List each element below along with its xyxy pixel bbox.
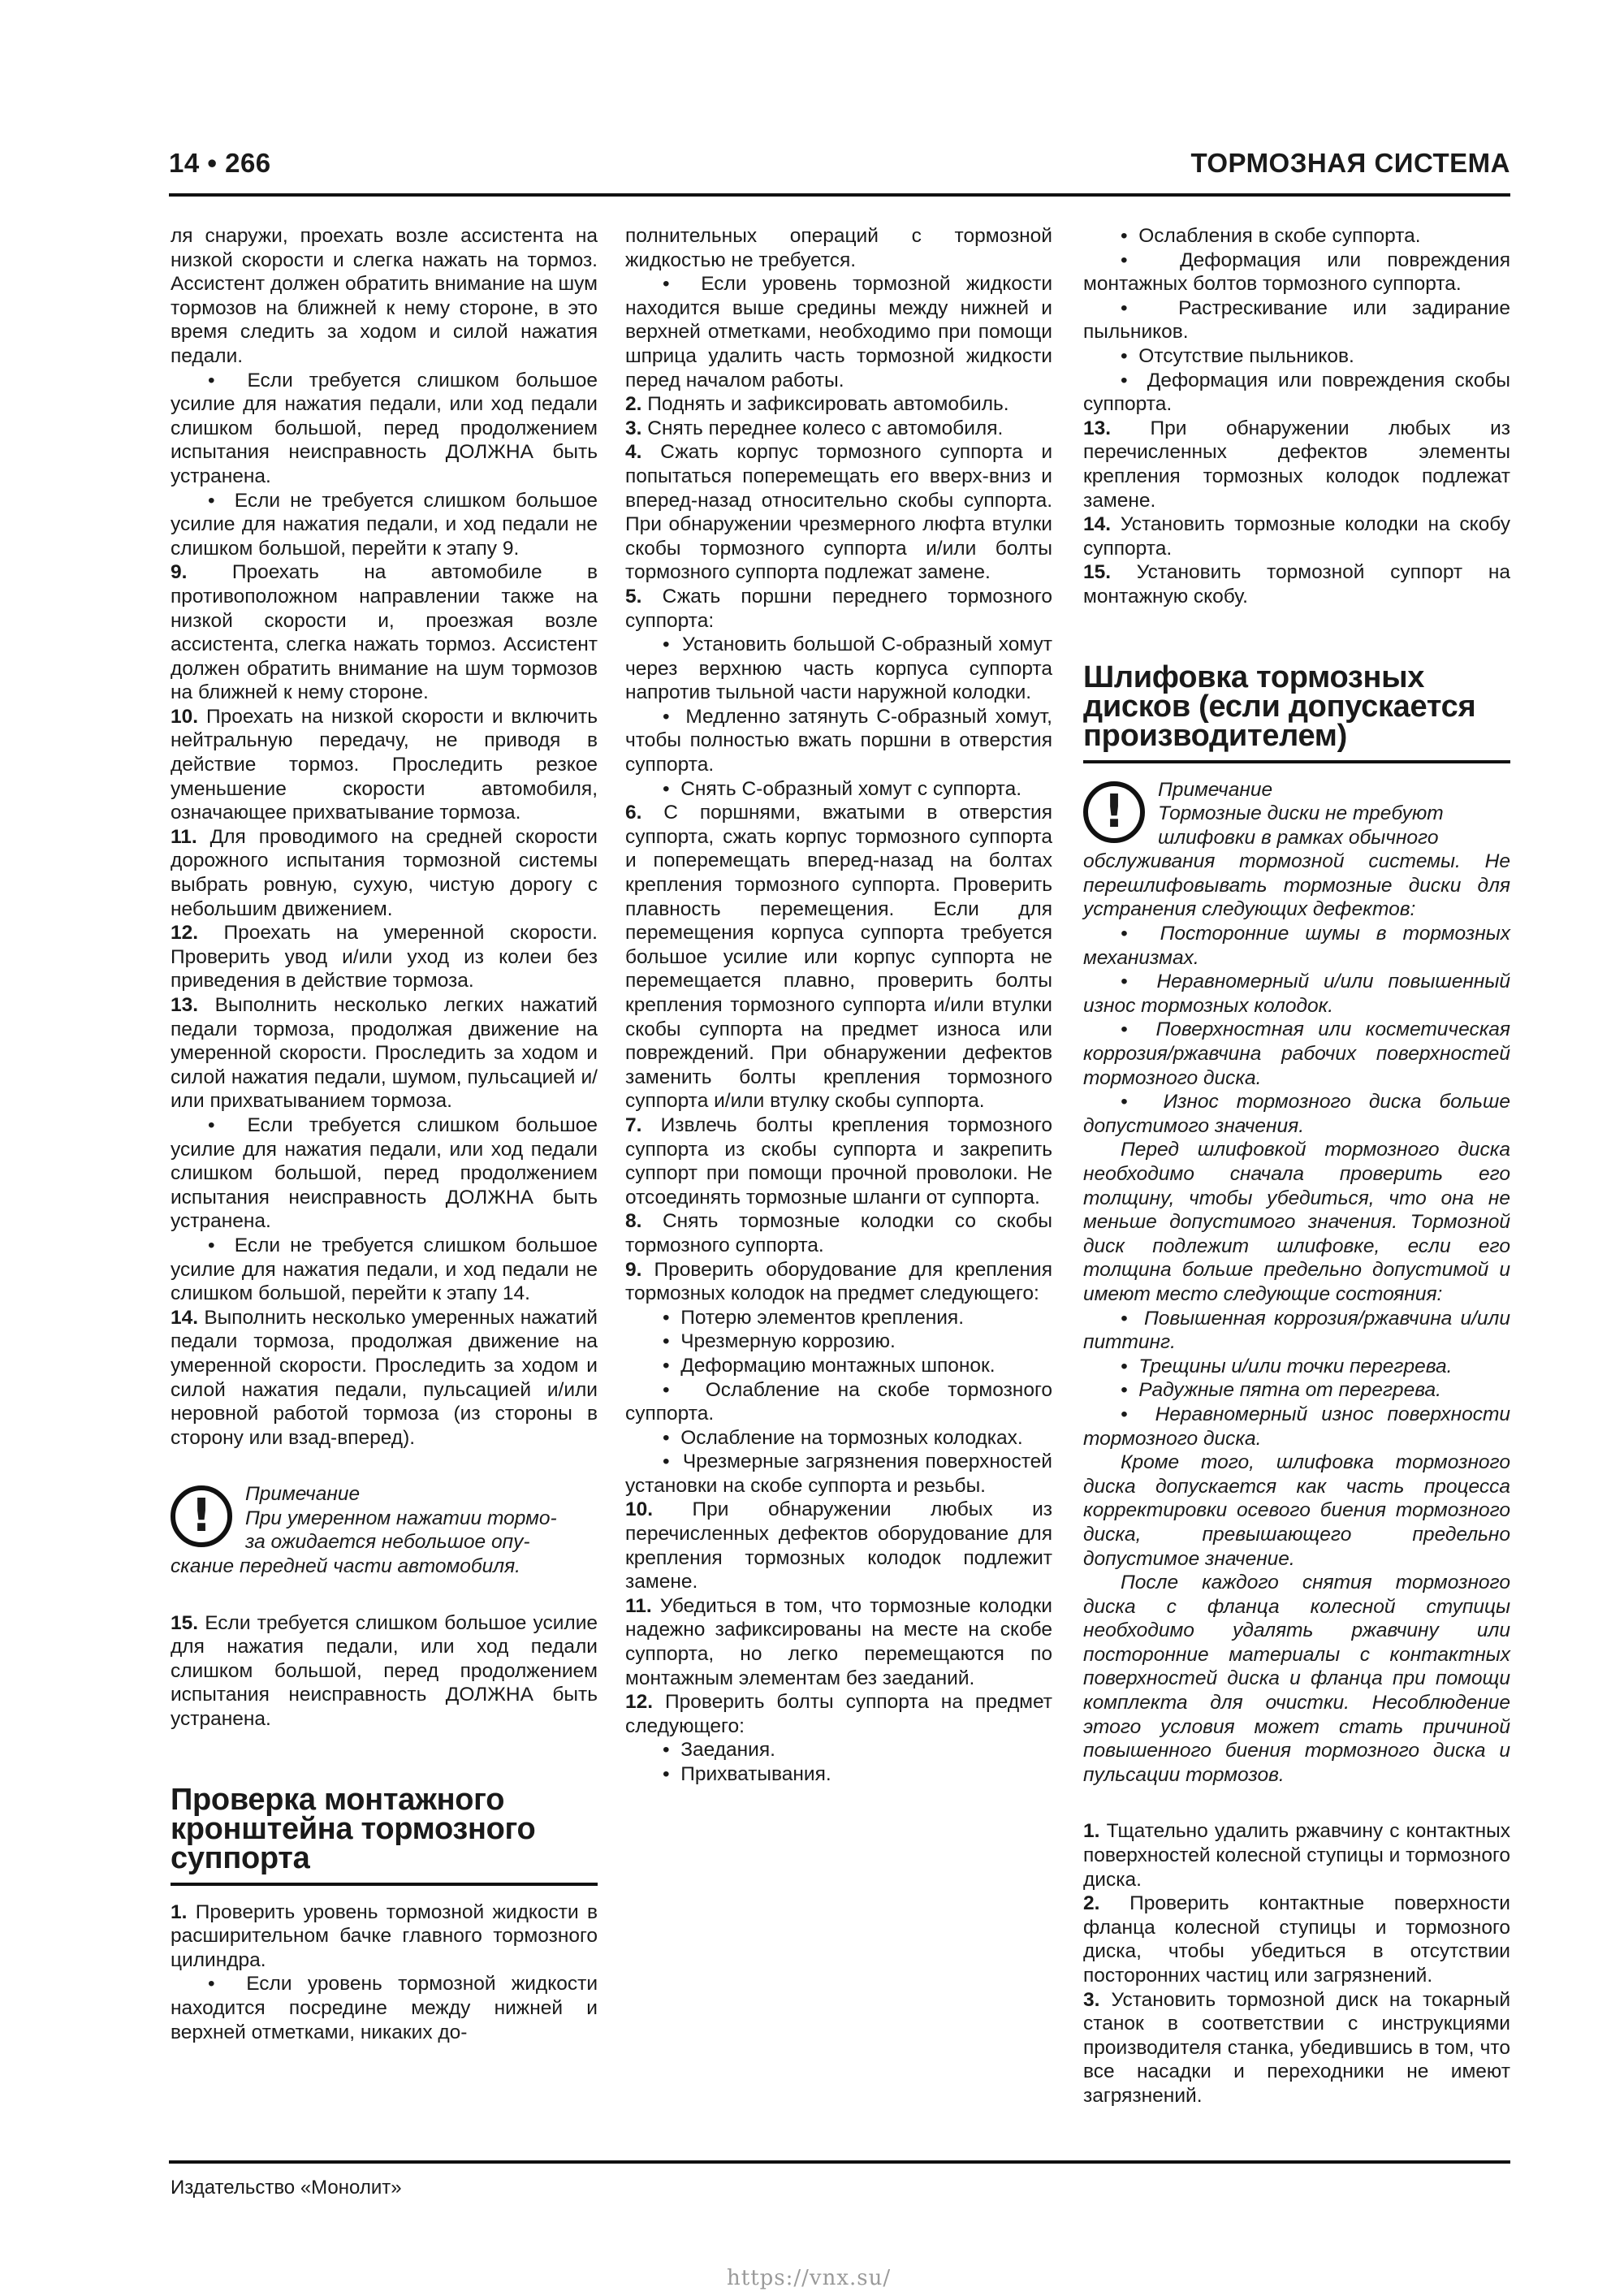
bullet-item: • Растрескивание или задирание пыльников. (1083, 296, 1510, 344)
bullet-item: • Установить большой С-образный хомут через верхнюю часть корпуса суппорта напротив тыльной части наружной колодки. (625, 633, 1052, 705)
step-number: 2. (625, 393, 642, 416)
step-number: 7. (625, 1113, 642, 1136)
section-heading: Проверка монтажного кронштейна тормозного суппорта (171, 1782, 536, 1875)
note-label: Примечание (245, 1483, 361, 1506)
step-15 (1083, 560, 1510, 608)
note-line: При умеренном нажатии тормо- (245, 1507, 557, 1529)
step-text: С поршнями, вжатыми в отверстия суппорта, сжать корпус тормозного суппорта и поперемещать вперед-назад на болтах крепления тормозного суппорта. Проверить плавность перемещения. Если для перемещения корпуса суппорта требуется большое усилие или корпус суппорта не перемещается плавно, проверить болты крепления тормозного суппорта и/или втулки скобы суппорта на предмет износа или повреждений. При обнаружении дефектов заменить болты крепления тормозного суппорта и/или втулку скобы суппорта. (625, 802, 1053, 1113)
step-text: При обнаружении любых из перечисленных дефектов элементы крепления тормозных колодок подлежат замене. (1083, 417, 1510, 512)
step-text: Снять переднее колесо с автомобиля. (647, 417, 1004, 439)
step-text: Проехать на умеренной скорости. Проверить увод и/или уход из колеи без приведения в действие тормоза. (171, 922, 598, 992)
column-2 (625, 224, 1052, 1787)
step-10 (625, 1498, 1052, 1593)
bullet-item: • Если уровень тормозной жидкости находится посредине между нижней и верхней отметками, никаких до- (171, 1972, 598, 2044)
step-number: 3. (625, 417, 642, 439)
step-number: 5. (625, 585, 642, 608)
page-number: 14 • 266 (169, 148, 271, 178)
bullet-item: • Ослабление на скобе тормозного суппорта. (625, 1378, 1052, 1426)
step-number: 14. (1083, 513, 1112, 536)
step-number: 8. (625, 1210, 642, 1233)
bullet-item: • Если требуется слишком большое усилие для нажатия педали, или ход педали слишком большой, перед продолжением испытания неисправность ДОЛЖНА быть устранена. (171, 1113, 598, 1234)
bullet-item: • Медленно затянуть С-образный хомут, чтобы полностью вжать поршни в отверстия суппорта. (625, 705, 1052, 777)
bullet-item: • Деформация или повреждения монтажных болтов тормозного суппорта. (1083, 249, 1510, 296)
step-number: 4. (625, 441, 642, 464)
bullet-item: • Деформация или повреждения скобы суппорта. (1083, 369, 1510, 417)
step-15 (171, 1611, 598, 1732)
step-11 (171, 825, 598, 921)
step-text: Сжать корпус тормозного суппорта и попытаться поперемещать его вверх-вниз и вперед-назад относительно скобы суппорта. При обнаружении чрезмерного люфта втулки скобы тормозного суппорта и/или болты тормозного суппорта подлежат замене. (625, 441, 1053, 584)
step-number: 14. (171, 1306, 199, 1329)
step-3 (625, 417, 1052, 441)
note-bullet: • Радужные пятна от перегрева. (1083, 1378, 1510, 1403)
bullet-item: • Потерю элементов крепления. (625, 1306, 1052, 1330)
step-7 (625, 1113, 1052, 1209)
step-13 (171, 993, 598, 1113)
step-number: 1. (1083, 1820, 1100, 1843)
bullet-item: • Если не требуется слишком большое усилие для нажатия педали, и ход педали не слишком большой, перейти к этапу 14. (171, 1234, 598, 1306)
step-number: 13. (171, 994, 199, 1016)
step-number: 12. (171, 922, 199, 945)
step-number: 11. (171, 825, 197, 848)
step-text: Для проводимого на средней скорости дорожного испытания тормозной системы выбрать ровную, сухую, чистую дорогу с небольшим движением. (171, 825, 598, 920)
step-4 (625, 440, 1052, 585)
note-bullet: • Повышенная коррозия/ржавчина и/или питтинг. (1083, 1307, 1510, 1355)
step-1 (1083, 1819, 1510, 1892)
note-line: за ожидается небольшое опу- (245, 1531, 530, 1554)
step-number: 10. (625, 1498, 654, 1521)
column-1 (171, 224, 598, 2044)
bullet-item: • Заедания. (625, 1738, 1052, 1762)
step-text: Проверить уровень тормозной жидкости в расширительном бачке главного тормозного цилиндра. (171, 1900, 598, 1971)
step-text: Установить тормозной суппорт на монтажную скобу. (1083, 561, 1510, 608)
bullet-item: • Если требуется слишком большое усилие для нажатия педали, или ход педали слишком большой, перед продолжением испытания неисправность ДОЛЖНА быть устранена. (171, 369, 598, 489)
step-text: Убедиться в том, что тормозные колодки надежно зафиксированы на месте на скобе суппорта, но легко перемещаются по монтажным элементам без заеданий. (625, 1594, 1052, 1689)
step-text: Проверить контактные поверхности фланца колесной ступицы и тормозного диска, чтобы убедиться в отсутствии посторонних частиц или загрязнений. (1083, 1892, 1510, 1987)
step-number: 13. (1083, 417, 1112, 439)
step-number: 2. (1083, 1892, 1100, 1915)
bullet-item: • Ослабления в скобе суппорта. (1083, 224, 1510, 249)
exclamation-icon: ! (1083, 781, 1145, 843)
section-title: ТОРМОЗНАЯ СИСТЕМА (1190, 148, 1510, 178)
bullet-item: • Чрезмерные загрязнения поверхностей установки на скобе суппорта и резьбы. (625, 1450, 1052, 1498)
step-9 (625, 1258, 1052, 1306)
note-bullet: • Неравномерный износ поверхности тормозного диска. (1083, 1403, 1510, 1451)
note-label: Примечание (1158, 778, 1273, 801)
step-3 (1083, 1988, 1510, 2108)
step-11 (625, 1594, 1052, 1690)
step-text: Проехать на низкой скорости и включить нейтральную передачу, не приводя в действие тормоз. Проследить резкое уменьшение скорости автомобиля, означающее прихватывание тормоза. (171, 705, 598, 824)
note-line: Тормозные диски не требуют (1158, 802, 1444, 825)
step-number: 9. (171, 561, 188, 584)
header-rule (169, 193, 1510, 197)
column-3 (1083, 224, 1510, 2108)
note-paragraph: обслуживания тормозной системы. Не перешлифовывать тормозные диски для устранения следующих дефектов: (1083, 850, 1510, 921)
paragraph: ля снаружи, проехать возле ассистента на низкой скорости и слегка нажать на тормоз. Ассистент должен обратить внимание на шум тормозов на ближней к нему стороне, в это время следить за ходом и силой нажатия педали. (171, 225, 598, 367)
step-text: При обнаружении любых из перечисленных дефектов оборудование для крепления тормозных колодок подлежит замене. (625, 1498, 1052, 1593)
step-text: Если требуется слишком большое усилие для нажатия педали, или ход педали слишком большой, перед продолжением испытания неисправность ДОЛЖНА быть устранена. (171, 1611, 598, 1731)
step-text: Тщательно удалить ржавчину с контактных поверхностей колесной ступицы и тормозного диска. (1083, 1820, 1510, 1891)
exclamation-icon: ! (171, 1485, 232, 1547)
step-text: Поднять и зафиксировать автомобиль. (647, 393, 1009, 416)
step-number: 12. (625, 1691, 654, 1714)
step-5 (625, 585, 1052, 633)
step-12 (171, 921, 598, 993)
paragraph: полнительных операций с тормозной жидкостью не требуется. (625, 225, 1052, 271)
step-8 (625, 1209, 1052, 1257)
step-number: 15. (171, 1611, 199, 1634)
step-10 (171, 705, 598, 825)
note-bullet: • Поверхностная или косметическая коррозия/ржавчина рабочих поверхностей тормозного диска. (1083, 1018, 1510, 1090)
section-heading: Шлифовка тормозных дисков (если допускается производителем) (1083, 659, 1476, 753)
step-number: 3. (1083, 1988, 1100, 2011)
note-bullet: • Трещины и/или точки перегрева. (1083, 1355, 1510, 1379)
note-line: скание передней части автомобиля. (171, 1555, 520, 1578)
bullet-item: • Если не требуется слишком большое усилие для нажатия педали, и ход педали не слишком большой, перейти к этапу 9. (171, 489, 598, 561)
step-12 (625, 1690, 1052, 1738)
step-text: Проехать на автомобиле в противоположном направлении также на низкой скорости и, проезжая возле ассистента, слегка нажать тормоз. Ассистент должен обратить внимание на шум тормозов на ближней к нему стороне. (171, 561, 598, 704)
step-1 (171, 1900, 598, 1973)
step-number: 15. (1083, 561, 1112, 584)
page-header (169, 148, 1510, 188)
note-paragraph: Перед шлифовкой тормозного диска необходимо сначала проверить его толщину, чтобы убедиться, что она не меньше допустимого значения. Тормозной диск подлежит шлифовке, если его толщина больше предельно допустимой и имеют место следующие состояния: (1083, 1139, 1510, 1305)
footer-rule (169, 2160, 1510, 2164)
bullet-item: • Если уровень тормозной жидкости находится выше средины между нижней и верхней отметками, необходимо при помощи шприца удалить часть тормозной жидкости перед началом работы. (625, 272, 1052, 392)
note-bullet: • Износ тормозного диска больше допустимого значения. (1083, 1090, 1510, 1138)
bullet-item: • Прихватывания. (625, 1762, 1052, 1787)
note-bullet: • Посторонние шумы в тормозных механизмах. (1083, 922, 1510, 970)
step-14 (1083, 512, 1510, 560)
step-13 (1083, 417, 1510, 512)
publisher-label: Издательство «Монолит» (171, 2177, 402, 2199)
step-9 (171, 560, 598, 705)
note-paragraph: Кроме того, шлифовка тормозного диска допускается как часть процесса корректировки осевого биения тормозного диска, превышающего предельно допустимое значение. (1083, 1451, 1510, 1570)
step-2 (625, 392, 1052, 417)
note-bullet: • Неравномерный и/или повышенный износ тормозных колодок. (1083, 970, 1510, 1018)
step-text: Снять тормозные колодки со скобы тормозного суппорта. (625, 1210, 1053, 1256)
note-paragraph: После каждого снятия тормозного диска с фланца колесной ступицы необходимо удалять ржавчину или посторонние материалы с контактных поверхностей диска и фланца при помощи комплекта для очистки. Несоблюдение этого условия может стать причиной повышенного биения тормозного диска и пульсации тормозов. (1083, 1572, 1510, 1786)
step-2 (1083, 1892, 1510, 1987)
step-14 (171, 1306, 598, 1451)
bullet-item: • Чрезмерную коррозию. (625, 1330, 1052, 1354)
step-text: Проверить оборудование для крепления тормозных колодок на предмет следующего: (625, 1258, 1052, 1305)
bullet-item: • Отсутствие пыльников. (1083, 344, 1510, 369)
step-number: 11. (625, 1594, 652, 1617)
bullet-item: • Ослабление на тормозных колодках. (625, 1426, 1052, 1451)
bullet-item: • Снять С-образный хомут с суппорта. (625, 777, 1052, 802)
step-text: Выполнить несколько умеренных нажатий педали тормоза, продолжая движение на умеренной скорости. Проследить за ходом и силой нажатия педали, пульсацией и/или неровной работой тормоза (из стороны в сторону или взад-вперед). (171, 1306, 598, 1449)
step-text: Извлечь болты крепления тормозного суппорта из скобы суппорта и закрепить суппорт при помощи прочной проволоки. Не отсоединять тормозные шланги от суппорта. (625, 1113, 1052, 1209)
step-number: 6. (625, 802, 642, 824)
step-number: 9. (625, 1258, 642, 1281)
step-text: Установить тормозные колодки на скобу суппорта. (1083, 513, 1510, 560)
step-number: 1. (171, 1900, 188, 1923)
bullet-item: • Деформацию монтажных шпонок. (625, 1354, 1052, 1378)
step-text: Установить тормозной диск на токарный станок в соответствии с инструкциями производителя станка, убедившись в том, что все насадки и переходники не имеют загрязнений. (1083, 1988, 1511, 2107)
note-box (171, 1482, 598, 1578)
step-number: 10. (171, 705, 199, 728)
step-text: Проверить болты суппорта на предмет следующего: (625, 1691, 1053, 1737)
note-box (1083, 778, 1510, 1788)
note-line: шлифовки в рамках обычного (1158, 826, 1439, 849)
watermark-link[interactable]: https://vnx.su/ (727, 2266, 892, 2290)
step-6 (625, 801, 1052, 1113)
step-text: Сжать поршни переднего тормозного суппорта: (625, 585, 1053, 632)
step-text: Выполнить несколько легких нажатий педали тормоза, продолжая движение на умеренной скорости. Проследить за ходом и силой нажатия педали, шумом, пульсацией и/или прихватыванием тормоза. (171, 994, 598, 1113)
